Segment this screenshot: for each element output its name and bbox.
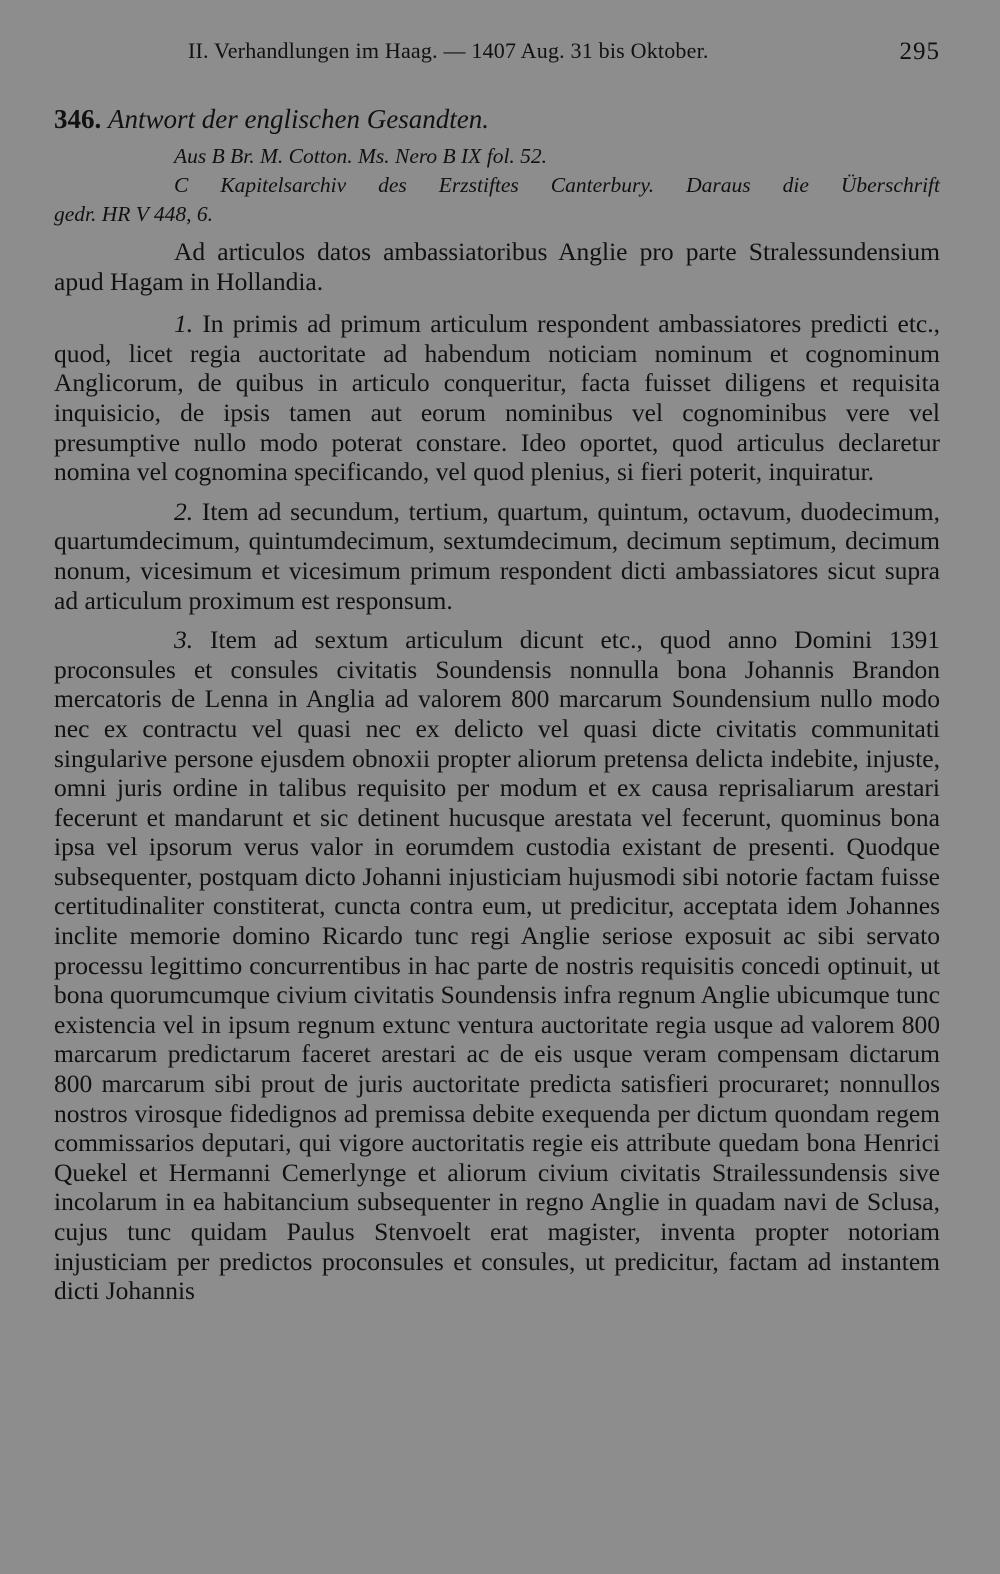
- paragraph-text: Item ad secundum, tertium, quartum, quintum, octavum, duodecimum, quartumdecimum, quintumdecimum, sextumdecimum, decimum septimum, decimum nonum, vicesimum et vicesimum primum respondent dicti ambassiatores sicut supra ad articulum proximum est responsum.: [54, 496, 940, 615]
- document-number: 346.: [54, 104, 102, 134]
- document-title: Antwort der englischen Gesandten.: [108, 104, 489, 134]
- article-paragraph: [54, 625, 940, 1306]
- source-line: Aus B Br. M. Cotton. Ms. Nero B IX fol. 52.: [174, 144, 548, 168]
- intro-paragraph: Ad articulos datos ambassiatoribus Anglie pro parte Stralessundensium apud Hagam in Hollandia.: [54, 237, 940, 296]
- paragraph-text: Item ad sextum articulum dicunt etc., quod anno Domini 1391 proconsules et consules civitatis Soundensis nonnulla bona Johannis Brandon mercatoris de Lenna in Anglia ad valorem 800 marcarum Soundensium nullo modo nec ex contractu vel quasi nec ex delicto vel quasi dicte civitatis communitati singularive persone ejusdem obnoxii propter aliorum pretensa delicta indebite, injuste, omni juris ordine in talibus requisito per modum et ex causa reprisaliarum arestari fecerunt et mandarunt et sic detinent hucusque arestata vel fecerunt, quominus bona ipsa vel ipsorum verus valor in eorumdem custodia existant de presenti. Quodque subsequenter, postquam dicto Johanni injusticiam hujusmodi sibi notorie factam fuisse certitudinaliter constiterat, cuncta contra eum, ut predicitur, acceptata idem Johannes inclite memorie domino Ricardo tunc regi Anglie seriose exposuit ac sibi servato processu legittimo concurrentibus in hac parte de nostris requisitis concedi optinuit, ut bona quorumcumque civium civitatis Soundensis infra regnum Anglie ubicumque tunc existencia vel in ipsum regnum extunc ventura auctoritate regia usque ad valorem 800 marcarum predictarum faceret arestari ac de eis usque veram compensam dictarum 800 marcarum sibi prout de juris auctoritate predicta satisfieri procuraret; nonnullos nostros virosque fidedignos ad premissa debite exequenda per dictum quondam regem commissarios deputari, qui vigore auctoritatis regie eis attribute quedam bona Henrici Quekel et Hermanni Cemerlynge et aliorum civium civitatis Strailessundensis sive incolarum in ea habitancium subsequenter in regno Anglie in quadam navi de Sclusa, cujus tunc quidam Paulus Stenvoelt erat magister, inventa propter notoriam injusticiam per predictos proconsules et consules, ut predicitur, factam ad instantem dicti Johannis: [54, 625, 941, 1306]
- book-page: [54, 38, 940, 1316]
- page-number: 295: [899, 38, 940, 65]
- paragraph-text: In primis ad primum articulum respondent ambassiatores predicti etc., quod, licet regia auctoritate ad habendum noticiam nominum et cognominum Anglicorum, de quibus in articulo conqueritur, facta fuisset diligens et requisita inquisicio, de ipsis tamen aut eorum nominibus vel cognominibus vere vel presumptive nullo modo poterat constare. Ideo oportet, quod articulus declaretur nomina vel cognomina specificando, vel quod plenius, si fieri poterit, inquiratur.: [54, 309, 940, 487]
- article-paragraph: [54, 497, 940, 615]
- source-notes: [54, 142, 940, 229]
- paragraph-number: 3.: [174, 625, 194, 655]
- running-title: II. Verhandlungen im Haag. — 1407 Aug. 31 bis Oktober.: [188, 38, 709, 63]
- running-header: [54, 38, 940, 82]
- document-heading: [54, 102, 940, 136]
- source-line: C Kapitelsarchiv des Erzstiftes Canterbury. Daraus die Überschrift: [174, 173, 940, 197]
- source-line: gedr. HR V 448, 6.: [54, 202, 214, 226]
- paragraph-number: 1.: [174, 309, 194, 339]
- paragraph-number: 2.: [174, 496, 194, 526]
- document-body: [54, 237, 940, 1306]
- article-paragraph: [54, 309, 940, 487]
